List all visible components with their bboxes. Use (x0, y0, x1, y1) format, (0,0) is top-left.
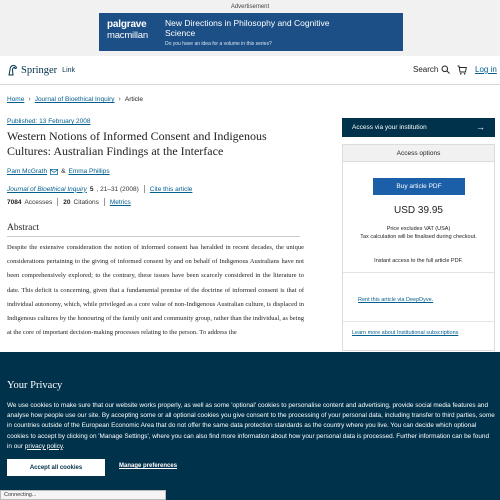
divider (104, 198, 105, 206)
cookie-body: We use cookies to make sure that our website works properly, as well as some 'optional' cookies to personalise content and advertising, provide social media features and analyse how people use our site. By accepting some or all optional cookies you give consent to the processing of your personal data, including transfer to third parties, some in countries outside of the European Economic Area that do not offer the same data protection standards as the country where you live. You can decide which optional cookies to accept by clicking on 'Manage Settings', where you can also find more information about how your personal data is processed. Further information can be found in our (7, 402, 495, 450)
mail-icon[interactable] (50, 169, 58, 175)
access-institution-label: Access via your institution (352, 124, 427, 131)
article-title: Western Notions of Informed Consent and Indigenous Cultures: Australian Findings at the Interface (7, 129, 267, 158)
ad-brand-line2: macmillan (107, 30, 148, 41)
springer-horse-icon (7, 64, 18, 76)
author-link[interactable]: Pam McGrath (7, 168, 48, 175)
price-note (343, 225, 494, 241)
cart-icon[interactable] (457, 65, 467, 75)
author-joiner: & (61, 168, 66, 175)
logo-text: Springer (21, 64, 58, 76)
chevron-right-icon: › (118, 96, 121, 103)
divider (144, 185, 145, 193)
manage-preferences-link[interactable]: Manage preferences (119, 463, 178, 469)
abstract-text: Despite the extensive consideration the notion of informed consent has heralded in recent decades, the unique considerations pertaining to the giving of informed consent by and on behalf of Indigenous Australians have not been comprehensively explored; to the contrary, these issues have been scarcely considered in the literature to date. This deficit is concerning, given that a fundamental premise of the doctrine of informed consent is that of individual autonomy, which, while privileged as a core value of non-Indigenous Australian culture, is displaced in Indigenous cultures by the honouring of the family unit and community group, rather than the individual, as being at the core of important decision-making processes relating to the person. To address the (7, 244, 304, 337)
chevron-right-icon: › (28, 96, 31, 103)
accept-cookies-button[interactable]: Accept all cookies (7, 459, 105, 476)
author-link[interactable]: Emma Phillips (68, 168, 110, 175)
citation-line (7, 185, 192, 193)
volume: 5 (89, 185, 94, 193)
published-date-link[interactable]: Published: 13 February 2008 (7, 118, 91, 125)
cookie-text (7, 401, 495, 452)
ad-banner[interactable] (99, 13, 403, 51)
breadcrumb-current: Article (124, 96, 143, 103)
ad-label: Advertisement (230, 4, 270, 10)
citations-count: 20 (63, 198, 71, 206)
ad-subline: Do you have an idea for a volume in this series? (165, 41, 272, 47)
abstract-heading: Abstract (7, 223, 300, 237)
login-link[interactable]: Log in (475, 65, 497, 74)
ad-brand (107, 19, 148, 41)
cookie-banner (0, 352, 500, 500)
breadcrumb (7, 96, 143, 103)
metrics-line (7, 198, 131, 206)
arrow-right-icon: → (476, 122, 485, 132)
search-button[interactable] (413, 65, 450, 74)
access-options-panel (342, 144, 495, 351)
accesses-label: Accesses (24, 198, 53, 206)
institutional-subscriptions-link[interactable]: Learn more about Institutional subscriptions (352, 330, 459, 336)
author-list (7, 168, 110, 175)
instant-access-note: Instant access to the full article PDF. (374, 258, 463, 264)
price-note-vat: Price excludes VAT (USA) (386, 226, 451, 232)
divider (343, 272, 494, 273)
journal-link[interactable]: Journal of Bioethical Inquiry (7, 185, 87, 193)
price: USD 39.95 (394, 205, 443, 216)
accesses-count: 7084 (7, 198, 22, 206)
price-note-tax: Tax calculation will be finalised during checkout. (360, 234, 477, 240)
cookie-text-end: . (62, 442, 65, 450)
breadcrumb-home[interactable]: Home (7, 96, 25, 103)
search-label: Search (413, 65, 439, 74)
logo-sub: Link (62, 66, 76, 74)
ad-brand-line1: palgrave (107, 19, 147, 30)
browser-status-bar: Connecting... (0, 490, 166, 500)
metrics-link[interactable]: Metrics (109, 198, 131, 206)
divider (343, 321, 494, 322)
access-institution-button[interactable] (342, 118, 495, 137)
privacy-policy-link[interactable]: privacy policy (24, 442, 63, 450)
site-header (0, 56, 500, 85)
breadcrumb-journal[interactable]: Journal of Bioethical Inquiry (34, 96, 115, 103)
access-options-heading: Access options (343, 145, 494, 162)
springer-link-logo[interactable] (7, 64, 75, 76)
cookie-title: Your Privacy (7, 380, 63, 391)
cite-article-link[interactable]: Cite this article (149, 185, 193, 193)
citations-label: Citations (73, 198, 99, 206)
rent-deepdyve-link[interactable]: Rent this article via DeepDyve. (358, 297, 434, 303)
pages-year: , 21–31 (2008) (96, 185, 139, 193)
divider (57, 198, 58, 206)
advertisement-strip (0, 0, 500, 56)
ad-headline: New Directions in Philosophy and Cognitive Science (165, 18, 330, 38)
search-icon (441, 65, 450, 74)
buy-pdf-button[interactable]: Buy article PDF (373, 178, 465, 195)
